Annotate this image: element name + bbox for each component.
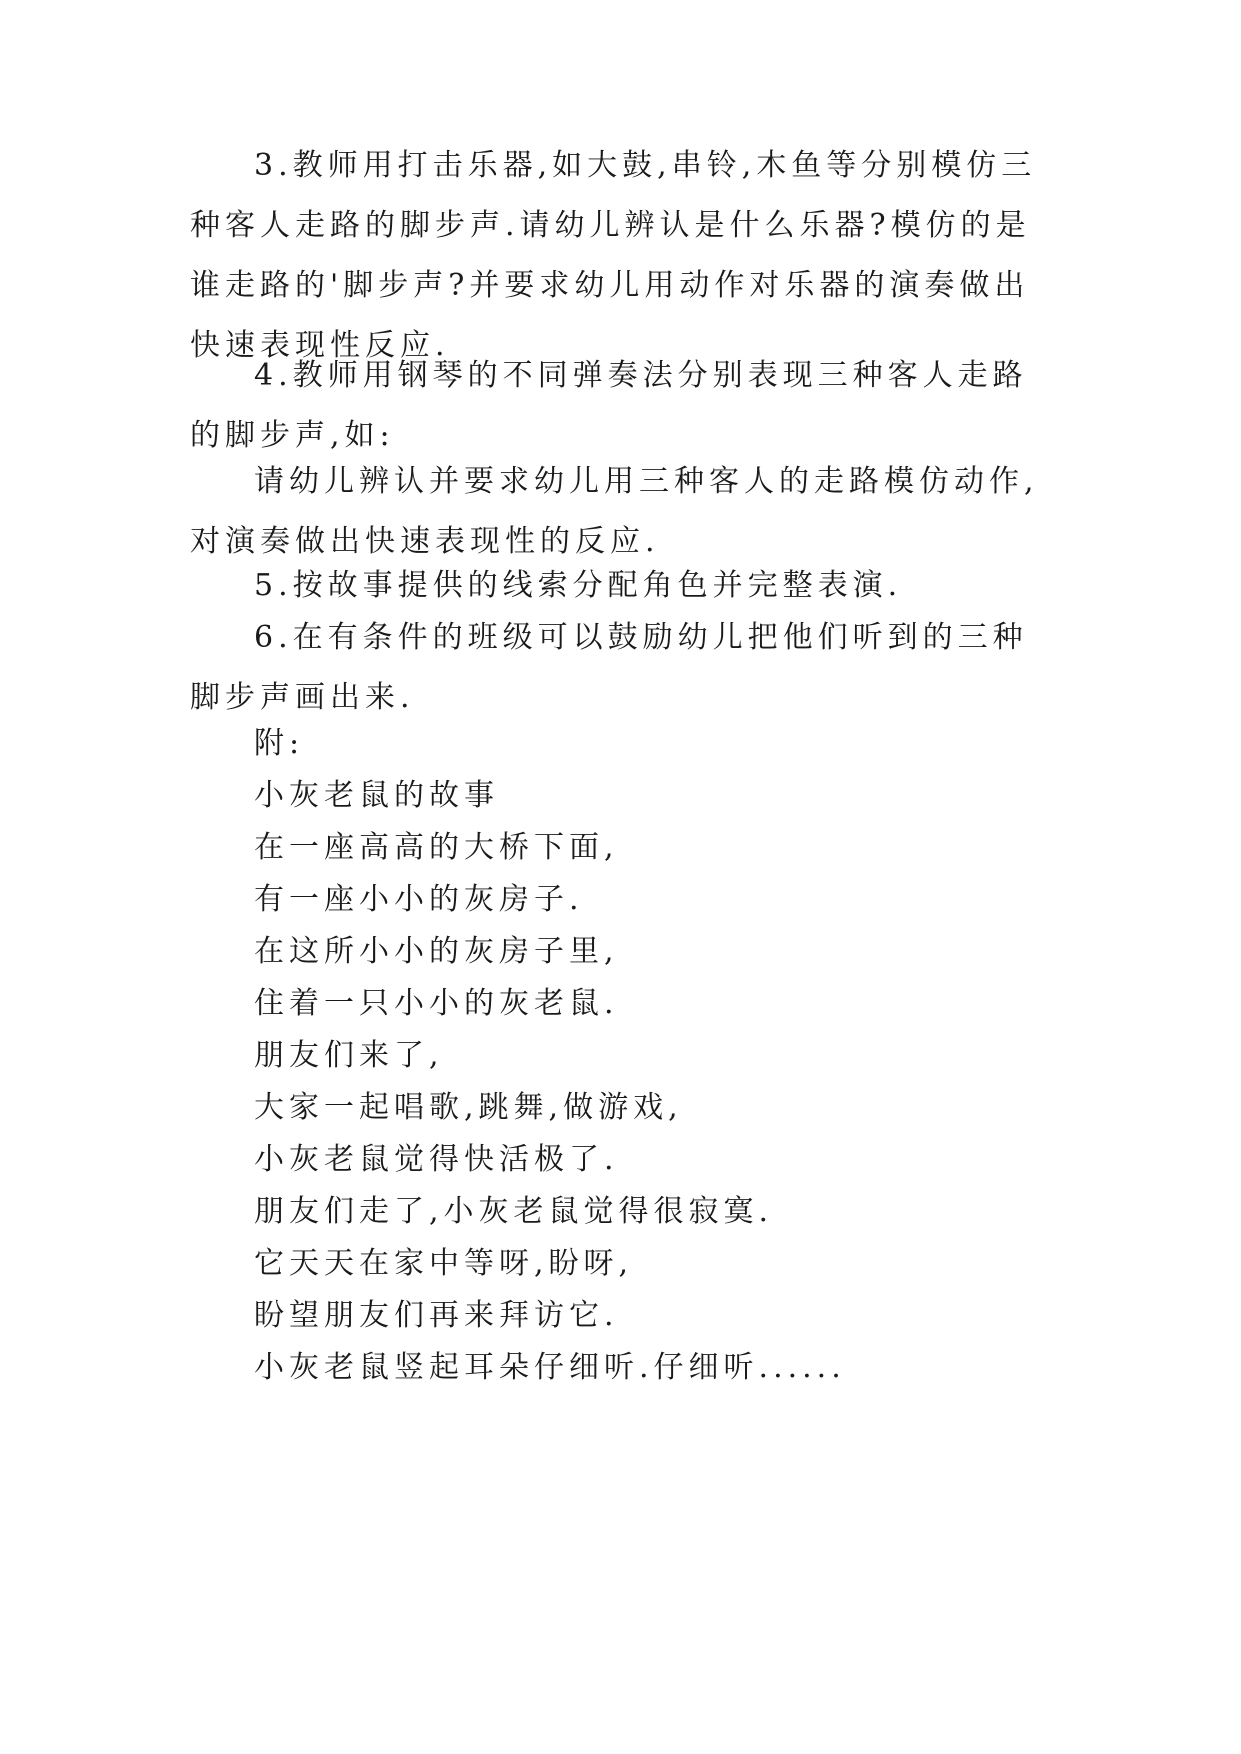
story-line: 小灰老鼠觉得快活极了.	[254, 1142, 619, 1177]
appendix-label: 附:	[254, 726, 305, 761]
story-line: 在这所小小的灰房子里,	[254, 934, 619, 969]
paragraph-step-6: 6.在有条件的班级可以鼓励幼儿把他们听到的三种脚步声画出来.	[190, 620, 1028, 715]
paragraph-step-4: 4.教师用钢琴的不同弹奏法分别表现三种客人走路的脚步声,如:	[190, 358, 1028, 453]
story-title: 小灰老鼠的故事	[254, 778, 499, 813]
paragraph-step-4-instruction: 请幼儿辨认并要求幼儿用三种客人的走路模仿动作,对演奏做出快速表现性的反应.	[190, 464, 1039, 559]
story-line: 住着一只小小的灰老鼠.	[254, 986, 619, 1021]
story-line: 在一座高高的大桥下面,	[254, 830, 619, 865]
story-line: 有一座小小的灰房子.	[254, 882, 584, 917]
story-line: 它天天在家中等呀,盼呀,	[254, 1246, 634, 1281]
paragraph-step-5: 5.按故事提供的线索分配角色并完整表演.	[254, 568, 903, 603]
story-line: 朋友们走了,小灰老鼠觉得很寂寞.	[254, 1194, 774, 1229]
story-line: 大家一起唱歌,跳舞,做游戏,	[254, 1090, 683, 1125]
story-line: 盼望朋友们再来拜访它.	[254, 1298, 619, 1333]
story-line: 朋友们来了,	[254, 1038, 444, 1073]
paragraph-step-3: 3.教师用打击乐器,如大鼓,串铃,木鱼等分别模仿三种客人走路的脚步声.请幼儿辨认是什么乐器?模仿的是谁走路的'脚步声?并要求幼儿用动作对乐器的演奏做出快速表现性反应.	[190, 148, 1037, 363]
story-line: 小灰老鼠竖起耳朵仔细听.仔细听......	[254, 1350, 846, 1385]
